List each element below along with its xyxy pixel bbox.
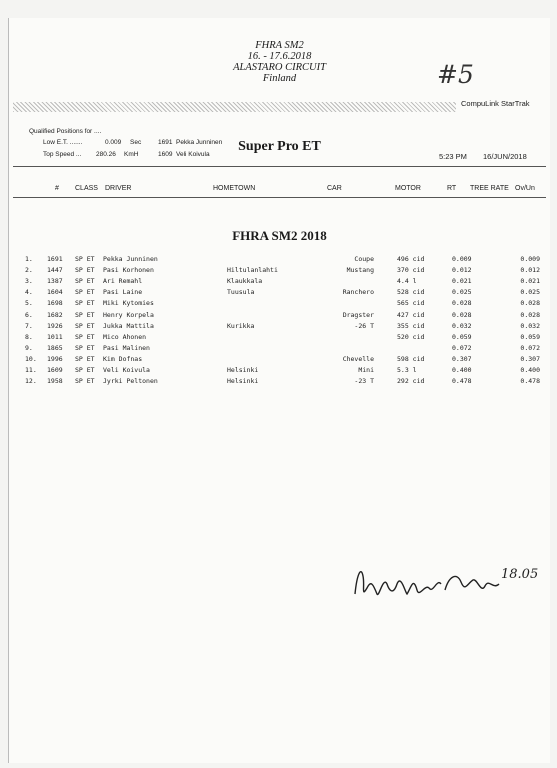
cell-ovun: 0.478 xyxy=(520,377,540,386)
table-row xyxy=(9,377,550,388)
col-tree-rate: TREE RATE xyxy=(470,185,509,192)
cell-home: Klaukkala xyxy=(227,277,263,286)
cell-car: Mini xyxy=(358,366,374,374)
cell-pos: 6. xyxy=(25,310,33,319)
cell-num: 1609 xyxy=(47,366,63,374)
cell-num: 1698 xyxy=(47,299,63,308)
cell-driver: Pasi Korhonen xyxy=(103,266,154,275)
top-speed-value: 280.26 xyxy=(96,151,116,158)
cell-num: 1604 xyxy=(47,288,63,297)
cell-ovun: 0.072 xyxy=(520,343,540,352)
cell-pos: 2. xyxy=(25,266,33,275)
cell-num: 1691 xyxy=(47,255,63,263)
cell-cls: SP ET xyxy=(75,377,95,386)
table-row xyxy=(9,288,550,299)
cell-pos: 3. xyxy=(25,277,33,286)
low-et-driver: Pekka Junninen xyxy=(176,139,223,146)
cell-motor: 370 cid xyxy=(397,266,425,275)
signature-date: 18.05 xyxy=(501,567,539,582)
table-row xyxy=(9,255,550,266)
cell-driver: Pasi Malinen xyxy=(103,343,150,352)
cell-pos: 7. xyxy=(25,321,33,330)
cell-rt: 0.400 xyxy=(452,366,472,374)
cell-pos: 10. xyxy=(25,354,37,363)
cell-car: -23 T xyxy=(354,377,374,386)
table-row xyxy=(9,299,550,310)
results-sheet xyxy=(8,18,550,763)
cell-motor: 5.3 l xyxy=(397,366,417,374)
cell-rt: 0.028 xyxy=(452,299,472,308)
table-row xyxy=(9,277,550,288)
cell-ovun: 0.028 xyxy=(520,299,540,308)
cell-car: Dragster xyxy=(342,310,374,319)
cell-motor: 520 cid xyxy=(397,332,425,341)
cell-cls: SP ET xyxy=(75,321,95,330)
decorative-hatch-bar xyxy=(13,102,456,112)
cell-driver: Ari Remahl xyxy=(103,277,143,286)
low-et-number: 1691 xyxy=(158,139,173,146)
cell-ovun: 0.009 xyxy=(520,255,540,263)
cell-ovun: 0.028 xyxy=(520,310,540,319)
cell-cls: SP ET xyxy=(75,343,95,352)
cell-home: Tuusula xyxy=(227,288,255,297)
qualified-label: Qualified Positions for .... xyxy=(29,128,102,135)
cell-pos: 8. xyxy=(25,332,33,341)
cell-pos: 4. xyxy=(25,288,33,297)
cell-motor: 598 cid xyxy=(397,354,425,363)
table-row xyxy=(9,344,550,355)
col-car: CAR xyxy=(327,185,342,192)
cell-cls: SP ET xyxy=(75,366,95,374)
cell-driver: Pasi Laine xyxy=(103,288,143,297)
cell-car: Chevelle xyxy=(342,354,374,363)
cell-car: Mustang xyxy=(346,266,374,275)
cell-ovun: 0.012 xyxy=(520,266,540,275)
cell-num: 1996 xyxy=(47,354,63,363)
print-time: 5:23 PM xyxy=(439,152,467,161)
cell-home: Helsinki xyxy=(227,366,259,374)
cell-motor: 528 cid xyxy=(397,288,425,297)
cell-ovun: 0.032 xyxy=(520,321,540,330)
cell-cls: SP ET xyxy=(75,288,95,297)
cell-num: 1682 xyxy=(47,310,63,319)
cell-rt: 0.072 xyxy=(452,343,472,352)
cell-num: 1865 xyxy=(47,343,63,352)
cell-num: 1447 xyxy=(47,266,63,275)
low-et-unit: Sec xyxy=(130,139,142,146)
cell-pos: 5. xyxy=(25,299,33,308)
col-ovun: Ov/Un xyxy=(515,185,535,192)
cell-driver: Henry Korpela xyxy=(103,310,154,319)
col-class: CLASS xyxy=(75,185,98,192)
cell-rt: 0.059 xyxy=(452,332,472,341)
divider-top xyxy=(13,166,546,167)
cell-cls: SP ET xyxy=(75,299,95,308)
cell-ovun: 0.307 xyxy=(520,354,540,363)
cell-rt: 0.478 xyxy=(452,377,472,386)
cell-num: 1958 xyxy=(47,377,63,386)
col-num: # xyxy=(55,185,59,192)
table-row xyxy=(9,311,550,322)
cell-home: Kurikka xyxy=(227,321,255,330)
low-et-value: 0.009 xyxy=(105,139,122,146)
cell-num: 1926 xyxy=(47,321,63,330)
col-rt: RT xyxy=(447,185,457,192)
event-venue: ALASTARO CIRCUIT xyxy=(233,62,326,73)
cell-ovun: 0.400 xyxy=(520,366,540,374)
cell-cls: SP ET xyxy=(75,332,95,341)
cell-ovun: 0.059 xyxy=(520,332,540,341)
cell-rt: 0.021 xyxy=(452,277,472,286)
event-name: FHRA SM2 xyxy=(255,40,304,51)
cell-ovun: 0.021 xyxy=(520,277,540,286)
cell-motor: 355 cid xyxy=(397,321,425,330)
col-hometown: HOMETOWN xyxy=(213,185,256,192)
cell-pos: 12. xyxy=(25,377,37,386)
cell-driver: Miki Kytomies xyxy=(103,299,154,308)
cell-car: -26 T xyxy=(354,321,374,330)
vendor-label: CompuLink StarTrak xyxy=(461,99,530,108)
event-country: Finland xyxy=(262,73,297,84)
cell-rt: 0.032 xyxy=(452,321,472,330)
print-date: 16/JUN/2018 xyxy=(483,152,527,161)
cell-car: Coupe xyxy=(354,255,374,263)
top-speed-driver: Veli Koivula xyxy=(176,151,210,158)
low-et-label: Low E.T. ....... xyxy=(43,139,83,146)
cell-rt: 0.307 xyxy=(452,354,472,363)
cell-motor: 565 cid xyxy=(397,299,425,308)
cell-num: 1011 xyxy=(47,332,63,341)
cell-home: Hiltulanlahti xyxy=(227,266,278,275)
cell-home: Helsinki xyxy=(227,377,259,386)
table-row xyxy=(9,366,550,377)
cell-pos: 11. xyxy=(25,366,37,374)
handwritten-number: #5 xyxy=(437,60,474,89)
col-driver: DRIVER xyxy=(105,185,132,192)
cell-motor: 427 cid xyxy=(397,310,425,319)
event-dates: 16. - 17.6.2018 xyxy=(247,51,312,62)
cell-cls: SP ET xyxy=(75,255,95,263)
cell-rt: 0.025 xyxy=(452,288,472,297)
cell-motor: 496 cid xyxy=(397,255,425,263)
cell-rt: 0.009 xyxy=(452,255,472,263)
cell-ovun: 0.025 xyxy=(520,288,540,297)
table-row xyxy=(9,355,550,366)
divider-bottom xyxy=(13,197,546,198)
top-speed-unit: KmH xyxy=(124,151,139,158)
cell-driver: Kim Dofnas xyxy=(103,354,143,363)
cell-cls: SP ET xyxy=(75,354,95,363)
cell-motor: 4.4 l xyxy=(397,277,417,286)
cell-cls: SP ET xyxy=(75,266,95,275)
cell-rt: 0.028 xyxy=(452,310,472,319)
top-speed-label: Top Speed ... xyxy=(43,151,82,158)
cell-num: 1387 xyxy=(47,277,63,286)
table-row xyxy=(9,322,550,333)
event-title: FHRA SM2 2018 xyxy=(232,228,327,243)
cell-motor: 292 cid xyxy=(397,377,425,386)
cell-driver: Jyrki Peltonen xyxy=(103,377,158,386)
signature xyxy=(349,554,539,610)
cell-driver: Mico Ahonen xyxy=(103,332,147,341)
class-title: Super Pro ET xyxy=(238,139,321,154)
table-row xyxy=(9,266,550,277)
cell-driver: Jukka Mattila xyxy=(103,321,154,330)
col-motor: MOTOR xyxy=(395,185,421,192)
cell-cls: SP ET xyxy=(75,310,95,319)
top-speed-number: 1609 xyxy=(158,151,173,158)
cell-pos: 9. xyxy=(25,343,33,352)
cell-pos: 1. xyxy=(25,255,33,263)
cell-driver: Veli Koivula xyxy=(103,366,150,374)
cell-rt: 0.012 xyxy=(452,266,472,275)
cell-driver: Pekka Junninen xyxy=(103,255,158,263)
table-row xyxy=(9,333,550,344)
cell-car: Ranchero xyxy=(342,288,374,297)
cell-cls: SP ET xyxy=(75,277,95,286)
